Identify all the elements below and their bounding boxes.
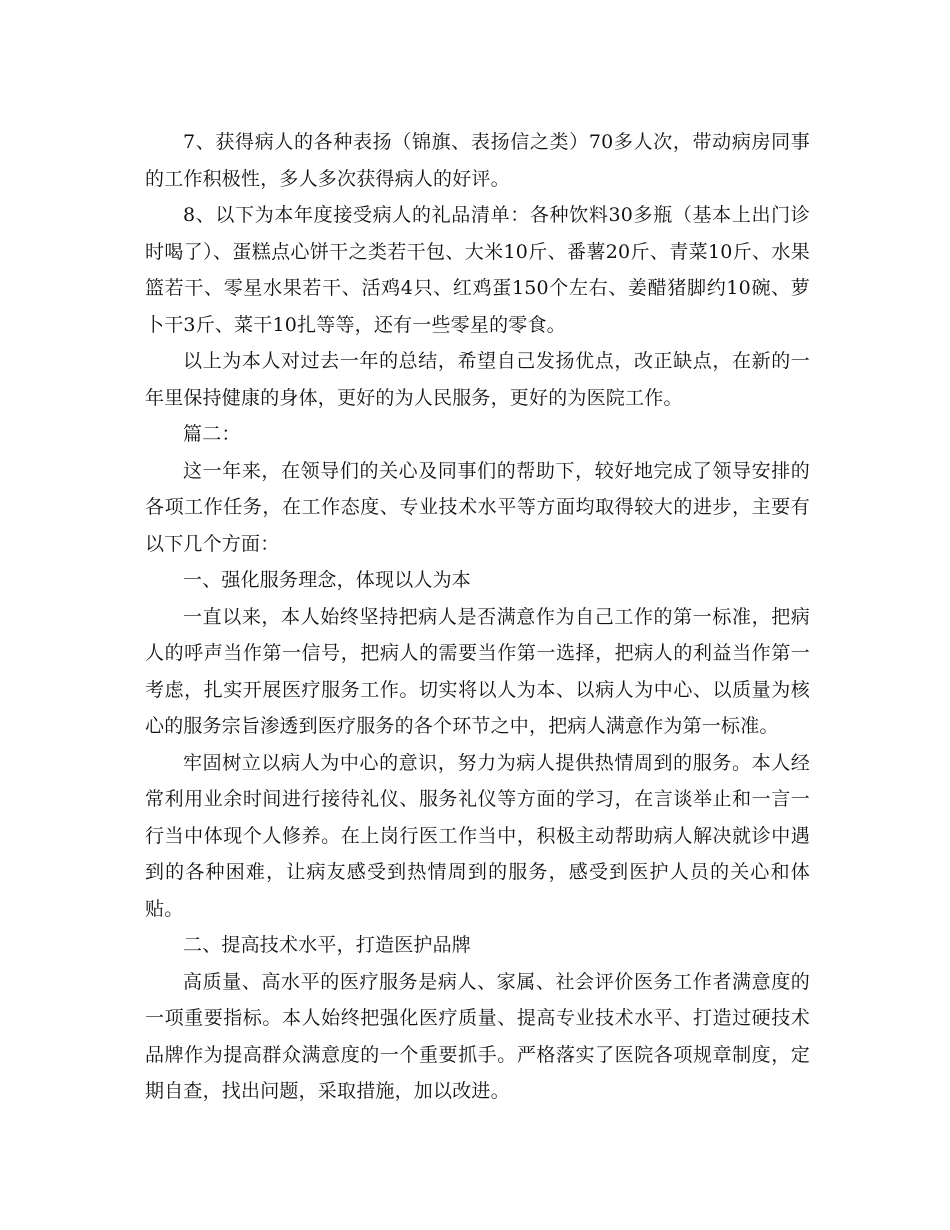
paragraph-intro: 这一年来，在领导们的关心及同事们的帮助下，较好地完成了领导安排的各项工作任务，在工作态度、专业技术水平等方面均取得较大的进步，主要有以下几个方面： — [145, 459, 810, 555]
paragraph-patient-first: 一直以来，本人始终坚持把病人是否满意作为自己工作的第一标准，把病人的呼声当作第一信号，把病人的需要当作第一选择，把病人的利益当作第一考虑，扎实开展医疗服务工作。切实将以人为本、以病人为中心、以质量为核心的服务宗旨渗透到医疗服务的各个环节之中，把病人满意作为第一标准。 — [145, 605, 810, 737]
paragraph-item-7: 7、获得病人的各种表扬（锦旗、表扬信之类）70多人次，带动病房同事的工作积极性，多人多次获得病人的好评。 — [145, 131, 810, 190]
section-heading-part-two: 篇二： — [183, 423, 241, 445]
paragraph-quality: 高质量、高水平的医疗服务是病人、家属、社会评价医务工作者满意度的一项重要指标。本人始终把强化医疗质量、提高专业技术水平、打造过硬技术品牌作为提高群众满意度的一个重要抓手。严格落实了医院各项规章制度，定期自查，找出问题，采取措施，加以改进。 — [145, 970, 810, 1102]
heading-technical-level: 二、提高技术水平，打造医护品牌 — [183, 934, 472, 956]
heading-service-concept: 一、强化服务理念，体现以人为本 — [183, 569, 472, 591]
paragraph-summary: 以上为本人对过去一年的总结，希望自己发扬优点，改正缺点，在新的一年里保持健康的身体，更好的为人民服务，更好的为医院工作。 — [145, 350, 810, 409]
paragraph-service-awareness: 牢固树立以病人为中心的意识，努力为病人提供热情周到的服务。本人经常利用业余时间进行接待礼仪、服务礼仪等方面的学习，在言谈举止和一言一行当中体现个人修养。在上岗行医工作当中，积极主动帮助病人解决就诊中遇到的各种困难，让病友感受到热情周到的服务，感受到医护人员的关心和体贴。 — [145, 751, 810, 920]
paragraph-gift-list: 8、以下为本年度接受病人的礼品清单：各种饮料30多瓶（基本上出门诊时喝了）、蛋糕点心饼干之类若干包、大米10斤、番薯20斤、青菜10斤、水果篮若干、零星水果若干、活鸡4只、红鸡蛋150个左右、姜醋猪脚约10碗、萝卜干3斤、菜干10扎等等，还有一些零星的零食。 — [145, 204, 810, 336]
document-body — [145, 124, 810, 1110]
